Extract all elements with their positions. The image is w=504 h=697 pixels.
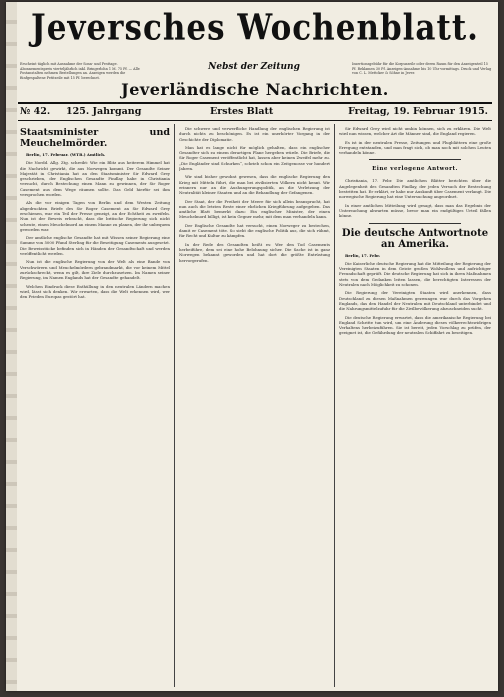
article-separator: [369, 159, 461, 160]
column-divider-2: [334, 124, 335, 687]
masthead-title: Jeversches Wochenblatt.: [31, 7, 479, 49]
article-separator: [369, 223, 461, 224]
paragraph: Die Nordd. Allg. Ztg. schreibt: Wie ein Blitz aus heiterem Himmel hat die Nachricht gewirkt, die aus Norwegen kommt. Der Gesandte Seiner Majestät in Christiania hat an den Staatsminister Sir Edward Grey geschrieben, der Englischen Gesandte Findlay habe in Christiania versucht, durch Bestechung einen Mann zu gewinnen, der Sir Roger Casement aus dem Wege räumen sollte. Das Geld hierfür sei ihm versprochen worden.: [20, 160, 170, 198]
masthead-rule-bottom: [18, 120, 492, 121]
paragraph: Der Englische Gesandte hat versucht, einen Norweger zu bestechen, damit er Casement töte. So sieht die englische Politik aus, die sich rühmt, für Recht und Kultur zu kämpfen.: [179, 222, 330, 239]
column-2: [179, 126, 330, 686]
article-headline: Staatsminister und Meuchelmörder.: [20, 127, 170, 149]
paragraph: Der amtliche englische Gesandte hat mit Wissen seiner Regierung eine Summe von 5000 Pfund Sterling für die Beseitigung Casements ausgesetzt. Die Beweisstücke befinden sich in Händen der Gesandtschaft und werden veröffentlicht werden.: [20, 235, 170, 257]
article-headline: Die deutsche Antwortnote an Amerika.: [341, 227, 489, 250]
paragraph: Es ist in der neutralen Presse, Zeitungen und Flugblättern eine große Erregung entstanden, und man fragt sich, ob man noch mit solchen Leuten verhandeln könne.: [339, 139, 491, 156]
paragraph: Die deutsche Regierung erwartet, dass die amerikanische Regierung bei England Schritte tun wird, um eine Änderung dieses völkerrechtswidrigen Verhaltens herbeizuführen. Sie ist bereit, jeden Vorschlag zu prüfen, der geeignet ist, die Gefährdung der neutralen Schiffahrt zu beseitigen.: [339, 314, 491, 336]
masthead-nebst: Nebst der Zeitung: [208, 62, 300, 72]
paragraph: Als die vor einigen Tagen von Berlin und dem Westen Zeitung abgedruckten Briefe des Sir Roger Casement an Sir Edward Grey erschienen, war ein Teil der Presse geneigt, an der Echtheit zu zweifeln. Nun ist der Beweis erbracht, dass die britische Regierung sich nicht scheute, einen Meuchelmord an einem Manne zu planen, der ihr unbequem geworden war.: [20, 200, 170, 232]
paragraph: Der Staat, der die Freiheit der Meere für sich allein beansprucht, hat nun auch die letzten Reste einer ehrlichen Kriegführung aufgegeben. Das amtliche Blatt bemerkt dazu: Ein englischer Minister, der einen Meuchelmord billigt, ist kein Gegner mehr, mit dem man verhandeln kann.: [179, 198, 330, 220]
paragraph: In einer amtlichen Mitteilung wird gesagt, dass man das Ergebnis der Untersuchung abwarten müsse, bevor man ein endgültiges Urteil fällen könne.: [339, 202, 491, 219]
issue-number: № 42.: [20, 106, 51, 117]
paragraph: Welchen Eindruck diese Enthüllung in den neutralen Ländern machen wird, lässt sich denken. Wir erwarten, dass die Welt erkennen wird, wer den Frieden Europas gestört hat.: [20, 283, 170, 300]
paragraph: Sir Edward Grey wird nicht umhin können, sich zu erklären. Die Welt wird nun wissen, welcher Art die Männer sind, die England regieren.: [339, 126, 491, 137]
newspaper-page: [6, 2, 498, 691]
paragraph: In der Rede des Gesandten heißt es: Wer den Tod Casements herbeiführe, dem sei eine hohe Belohnung sicher. Die Sache ist in ganz Norwegen bekannt geworden und hat dort die größte Entrüstung hervorgerufen.: [179, 241, 330, 263]
masthead-subtitle: Jeverländische Nachrichten.: [121, 80, 389, 99]
article-dateline: Berlin, 17. Februar. (WTB.) Amtlich.: [26, 152, 106, 157]
article-subheadline: Eine verlogene Antwort.: [372, 166, 458, 173]
issue-info-bar: [20, 106, 490, 120]
paragraph: Die schwere und verwerfliche Handlung der englischen Regierung ist durch nichts zu beschönigen. Es ist ein unerhörter Vorgang in der Geschichte der Diplomatie.: [179, 126, 330, 142]
column-1: [20, 126, 170, 686]
column-divider-1: [174, 124, 175, 687]
page-binding-edge: [6, 2, 17, 691]
paragraph: Nun ist die englische Regierung von der Welt als eine Bande von Verschwörern und Meuchelmördern gebrandmarkt, die vor keinem Mittel zurückschreckt, wenn es gilt, ihre Ziele durchzusetzen. Im Namen seiner Regierung, im Namen Englands hat der Gesandte gehandelt.: [20, 259, 170, 281]
paragraph: Christiania, 17. Febr. Die amtlichen Blätter berichten über die Angelegenheit des Gesandten Findlay, der jeden Versuch der Bestechung bestritten hat. Er erklärt, er habe nur Auskunft über Casement verlangt. Die norwegische Regierung hat eine Untersuchung angeordnet.: [339, 178, 491, 200]
masthead-rule-top: [18, 102, 492, 104]
paragraph: Man hat es lange nicht für möglich gehalten, dass ein englischer Gesandter sich zu einem derartigen Plane hergeben würde. Die Briefe, die Sir Roger Casement veröffentlicht hat, lassen aber keinen Zweifel mehr zu. „Die Engländer sind Schurken“, schrieb schon ein Zeitgenosse vor hundert Jahren.: [179, 144, 330, 172]
issue-sheet: Erstes Blatt: [210, 106, 274, 117]
paragraph: Wir sind bisher gewohnt gewesen, dass die englische Regierung den Krieg mit Mitteln führt, die man bei zivilisierten Völkern nicht kennt. Wir erinnern nur an die Aushungerungspolitik, an die Verletzung der Neutralität kleiner Staaten und an die Behandlung der Gefangenen.: [179, 174, 330, 196]
column-3: [339, 126, 491, 686]
article-dateline: Berlin, 17. Febr.: [345, 252, 381, 258]
masthead-left-notice: Erscheint täglich mit Ausnahme der Sonn- und Festtage. Abonnementspreis vierteljährlich inkl. Bringerlohn 1 M. 75 Pf. — Alle Postanstalten nehmen Bestellungen an. Anzeigen werden die fünfgespaltene Petitzeile mit 15 Pf. berechnet.: [20, 62, 140, 80]
issue-volume: 125. Jahrgang: [66, 106, 142, 117]
paragraph: Die Kaiserliche deutsche Regierung hat die Mitteilung der Regierung der Vereinigten Staaten in dem Geiste großen Wohlwollens und aufrichtiger Freundschaft geprüft. Die deutsche Regierung hat sich in ihren Maßnahmen stets von dem Gedanken leiten lassen, die berechtigten Interessen der Neutralen nach Möglichkeit zu schonen.: [339, 260, 491, 288]
paragraph: Die Regierung der Vereinigten Staaten wird anerkennen, dass Deutschland zu diesen Maßnahmen gezwungen war durch das Vorgehen Englands, das den Handel der Neutralen mit Deutschland unterbindet und die Nahrungsmittelzufuhr für die Zivilbevölkerung abzuschneiden sucht.: [339, 290, 491, 312]
masthead-right-notice: Insertionsgebühr für die Korpuszeile oder deren Raum für den Anzeigenteil 15 Pf. Reklamen 30 Pf. Anzeigen-Annahme bis 10 Uhr vormittags. Druck und Verlag von C. L. Mettcker & Söhne in Jever.: [352, 62, 492, 76]
issue-date: Freitag, 19. Februar 1915.: [348, 106, 488, 117]
